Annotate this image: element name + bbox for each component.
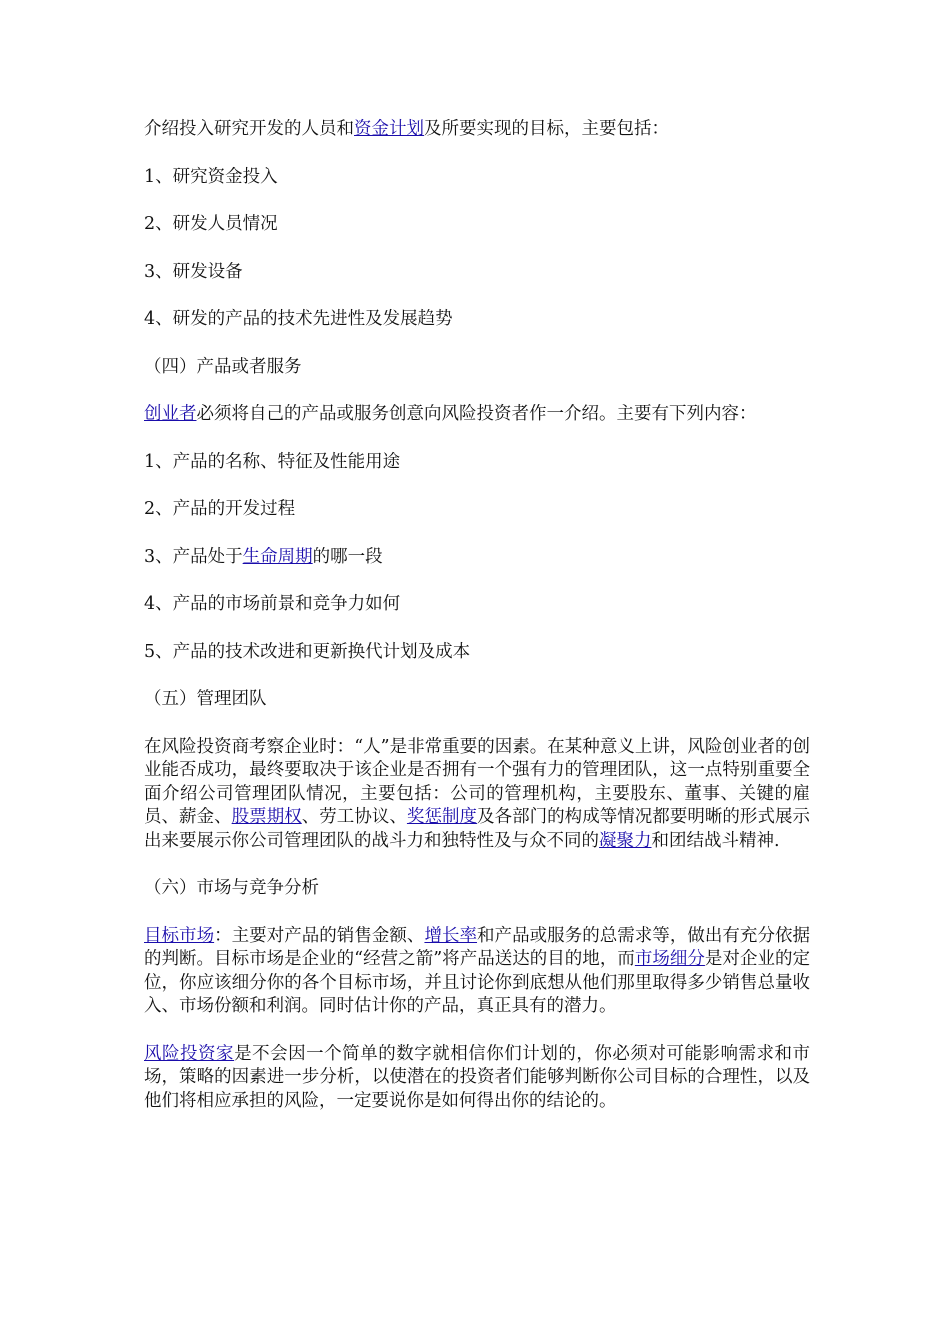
inline-link[interactable]: 资金计划 — [354, 119, 424, 139]
text-run: （四）产品或者服务 — [144, 356, 302, 377]
text-run: 和产品或服务的总需求等，做出有充分依据的判断。目标市场是企业的“经营之箭”将产品送达的目的地，而 — [144, 925, 811, 969]
text-run: 4、研发的产品的技术先进性及发展趋势 — [144, 309, 453, 329]
text-run: 1、研究资金投入 — [144, 166, 278, 187]
text-run: 是不会因一个简单的数字就相信你们计划的，你必须对可能影响需求和市场，策略的因素进一步分析，以使潜在的投资者们能够判断你公司目标的合理性，以及他们将相应承担的风险，一定要说你是如何得出你的结论的。 — [144, 1043, 811, 1111]
text-run: 和团结战斗精神. — [651, 830, 780, 851]
text-run: 介绍投入研究开发的人员和 — [144, 119, 354, 139]
paragraph — [144, 736, 810, 854]
inline-link[interactable]: 股票期权 — [231, 807, 302, 827]
paragraph — [144, 356, 810, 380]
document-body — [144, 118, 810, 1113]
text-run: 4、产品的市场前景和竞争力如何 — [144, 594, 401, 614]
inline-link[interactable]: 奖惩制度 — [406, 807, 478, 827]
paragraph — [144, 261, 810, 285]
text-run: 的哪一段 — [312, 546, 383, 567]
text-run: （五）管理团队 — [144, 689, 267, 709]
paragraph — [144, 308, 810, 332]
text-run: 、劳工协议、 — [301, 807, 407, 827]
paragraph — [144, 1043, 810, 1114]
text-run: 在风险投资商考察企业时：“人”是非常重要的因素。在某种意义上讲，风险创业者的创业能否成功，最终要取决于该企业是否拥有一个强有力的管理团队，这一点特别重要全面介绍公司管理团队情况，主要包括：公司的管理机构，主要股东、董事、关键的雇员、薪金、 — [144, 736, 810, 827]
paragraph — [144, 403, 810, 427]
paragraph — [144, 546, 810, 570]
text-run: 1、产品的名称、特征及性能用途 — [144, 451, 401, 472]
paragraph — [144, 498, 810, 522]
inline-link[interactable]: 生命周期 — [242, 546, 313, 567]
text-run: 5、产品的技术改进和更新换代计划及成本 — [144, 641, 471, 662]
text-run: （六）市场与竞争分析 — [144, 878, 319, 898]
text-run: 2、研发人员情况 — [144, 214, 278, 234]
text-run: 3、产品处于 — [144, 546, 243, 567]
paragraph — [144, 641, 810, 665]
paragraph — [144, 451, 810, 475]
text-run: 3、研发设备 — [144, 261, 243, 282]
inline-link[interactable]: 凝聚力 — [599, 830, 652, 851]
paragraph — [144, 213, 810, 237]
inline-link[interactable]: 目标市场 — [144, 925, 215, 946]
inline-link[interactable]: 增长率 — [424, 925, 478, 946]
text-run: 是对企业的定位，你应该细分你的各个目标市场，并且讨论你到底想从他们那里取得多少销售总量收入、市场份额和利润。同时估计你的产品，真正具有的潜力。 — [144, 949, 810, 1016]
inline-link[interactable]: 创业者 — [144, 404, 197, 424]
text-run: 必须将自己的产品或服务创意向风险投资者作一介绍。主要有下列内容： — [196, 404, 757, 424]
inline-link[interactable]: 风险投资家 — [144, 1043, 235, 1064]
text-run: 及各部门的构成等情况都要明晰的形式展示出来要展示你公司管理团队的战斗力和独特性及与众不同的 — [144, 807, 811, 851]
paragraph — [144, 166, 810, 190]
paragraph — [144, 688, 810, 712]
paragraph — [144, 118, 810, 142]
inline-link[interactable]: 市场细分 — [634, 949, 705, 969]
text-run: ：主要对产品的销售金额、 — [214, 925, 425, 946]
paragraph — [144, 925, 810, 1019]
text-run: 及所要实现的目标，主要包括： — [424, 119, 669, 139]
text-run: 2、产品的开发过程 — [144, 499, 296, 519]
paragraph — [144, 593, 810, 617]
paragraph — [144, 877, 810, 901]
